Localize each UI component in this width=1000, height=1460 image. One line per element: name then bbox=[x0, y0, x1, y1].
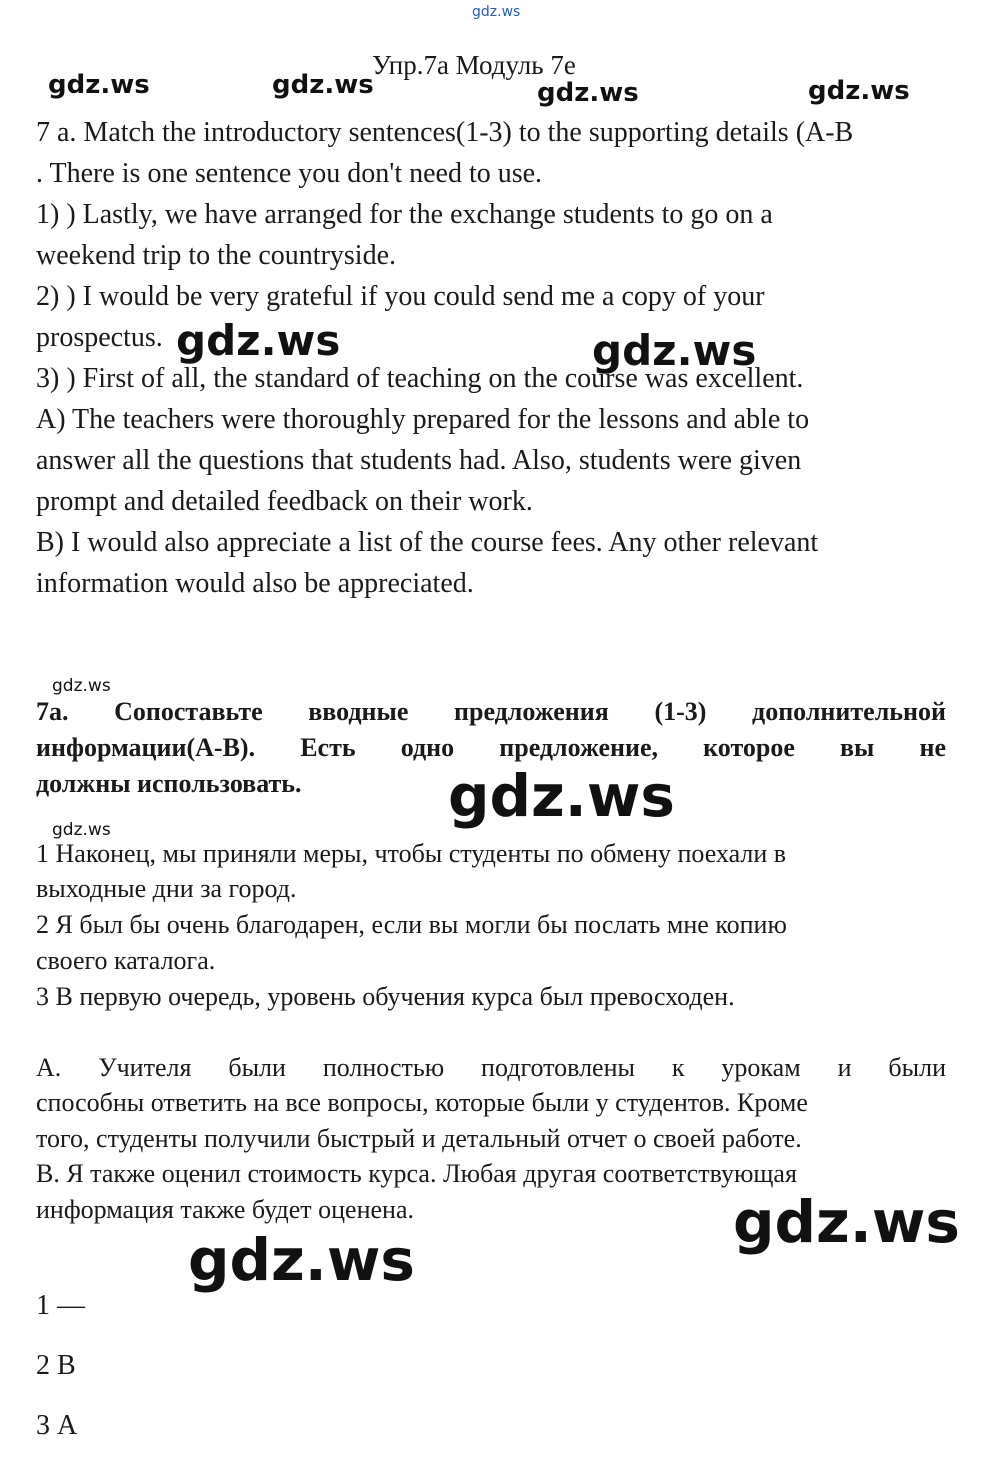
watermark: gdz.ws bbox=[537, 78, 639, 108]
sentence-2: 2) ) I would be very grateful if you could send me a copy of your bbox=[36, 281, 765, 312]
russian-detail-b-cont: информация также будет оценена. bbox=[36, 1195, 414, 1224]
watermark: gdz.ws bbox=[808, 76, 910, 106]
russian-detail-a-cont: того, студенты получили быстрый и детальный отчет о своей работе. bbox=[36, 1124, 802, 1153]
watermark: gdz.ws bbox=[272, 70, 374, 100]
russian-sentence-2-cont: своего каталога. bbox=[36, 946, 216, 975]
watermark: gdz.ws bbox=[52, 820, 111, 840]
watermark: gdz.ws bbox=[176, 316, 341, 365]
sentence-1-cont: weekend trip to the countryside. bbox=[36, 240, 397, 271]
exercise-title: Упр.7а Модуль 7e bbox=[372, 50, 576, 80]
russian-sentence-3: 3 В первую очередь, уровень обучения курса был превосходен. bbox=[36, 982, 735, 1011]
russian-task-line: 7а. Сопоставьте вводные предложения (1-3) дополнительной bbox=[36, 697, 946, 726]
watermark: gdz.ws bbox=[188, 1226, 415, 1294]
russian-detail-a-cont: способны ответить на все вопросы, которые были у студентов. Кроме bbox=[36, 1088, 808, 1117]
watermark: gdz.ws bbox=[448, 762, 675, 830]
russian-sentence-1: 1 Наконец, мы приняли меры, чтобы студенты по обмену поехали в bbox=[36, 839, 787, 868]
detail-b-cont: information would also be appreciated. bbox=[36, 568, 474, 599]
detail-b: B) I would also appreciate a list of the course fees. Any other relevant bbox=[36, 527, 819, 558]
top-watermark: gdz.ws bbox=[472, 4, 521, 20]
russian-task-line: должны использовать. bbox=[36, 769, 302, 798]
english-task-line: . There is one sentence you don't need to use. bbox=[36, 158, 543, 189]
watermark: gdz.ws bbox=[48, 70, 150, 100]
sentence-3: 3) ) First of all, the standard of teaching on the course was excellent. bbox=[36, 363, 804, 394]
watermark: gdz.ws bbox=[733, 1188, 960, 1256]
sentence-2-cont: prospectus. bbox=[36, 322, 163, 353]
russian-detail-a: А. Учителя были полностью подготовлены к урокам и были bbox=[36, 1053, 946, 1082]
sentence-1: 1) ) Lastly, we have arranged for the exchange students to go on a bbox=[36, 199, 773, 230]
russian-task-line: информации(А-В). Есть одно предложение, которое вы не bbox=[36, 733, 946, 762]
answer-1: 1 — bbox=[36, 1290, 85, 1321]
watermark: gdz.ws bbox=[52, 676, 111, 696]
russian-detail-b: В. Я также оценил стоимость курса. Любая другая соответствующая bbox=[36, 1159, 797, 1188]
detail-a-cont: prompt and detailed feedback on their work. bbox=[36, 486, 533, 517]
russian-sentence-2: 2 Я был бы очень благодарен, если вы могли бы послать мне копию bbox=[36, 910, 787, 939]
detail-a-cont: answer all the questions that students had. Also, students were given bbox=[36, 445, 802, 476]
answer-3: 3 А bbox=[36, 1410, 78, 1441]
answer-2: 2 В bbox=[36, 1350, 76, 1381]
russian-sentence-1-cont: выходные дни за город. bbox=[36, 874, 297, 903]
watermark: gdz.ws bbox=[592, 326, 757, 375]
english-task-line: 7 a. Match the introductory sentences(1-3) to the supporting details (A-B bbox=[36, 117, 854, 148]
detail-a: A) The teachers were thoroughly prepared for the lessons and able to bbox=[36, 404, 810, 435]
